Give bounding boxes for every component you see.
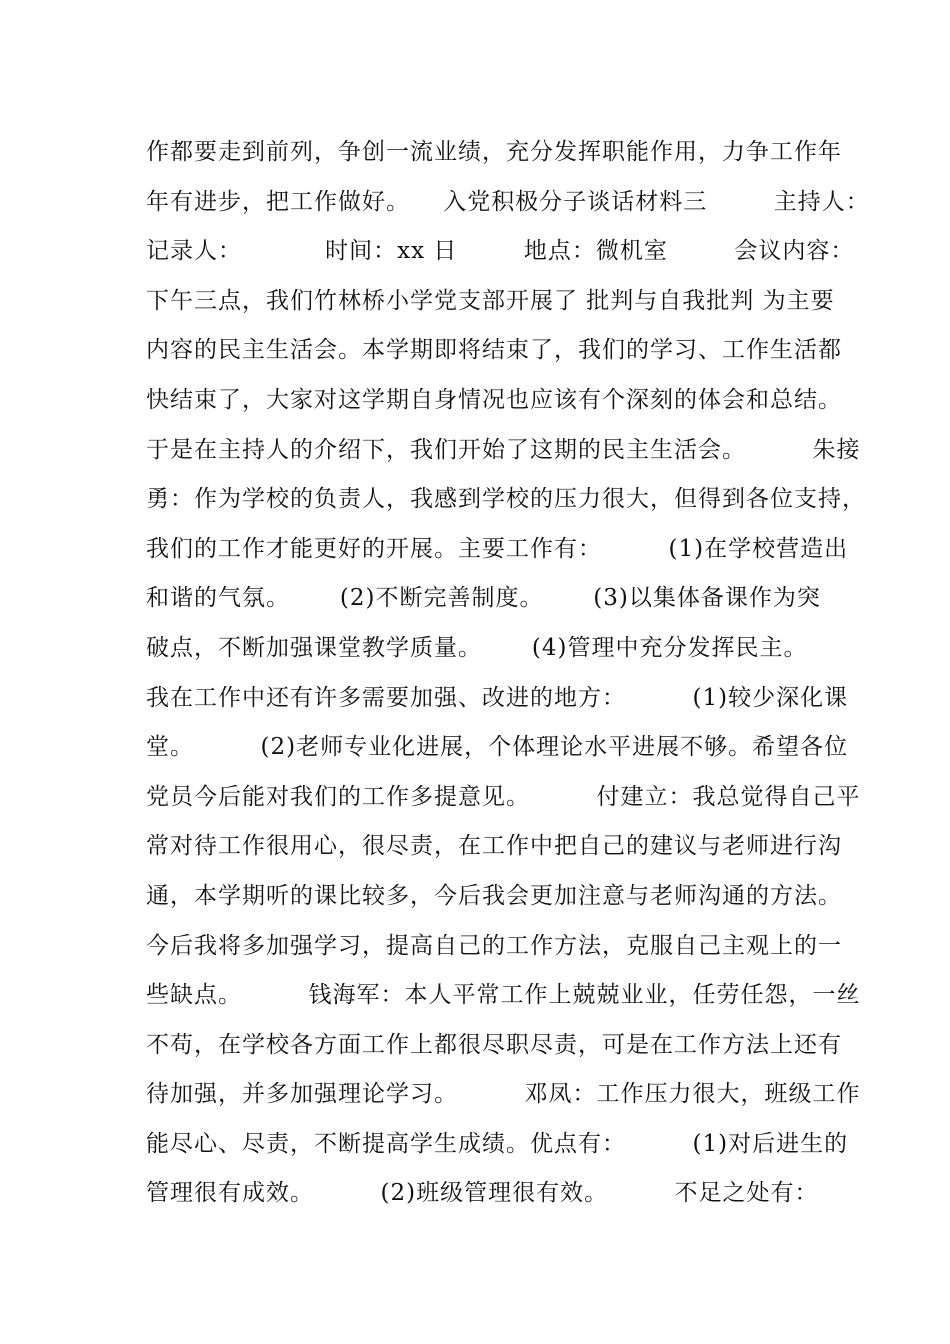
text-line: 堂。 (2)老师专业化进展，个体理论水平进展不够。希望各位 [146, 734, 849, 761]
text-line: 党员今后能对我们的工作多提意见。 付建立：我总觉得自己平 [146, 783, 861, 810]
text-line: 待加强，并多加强理论学习。 邓凤：工作压力很大，班级工作 [146, 1081, 861, 1108]
text-line: 能尽心、尽责，不断提高学生成绩。优点有： (1)对后进生的 [146, 1130, 849, 1157]
text-line: 记录人： 时间：xx 日 地点：微机室 会议内容： [146, 238, 855, 265]
text-line: 破点，不断加强课堂教学质量。 (4)管理中充分发挥民主。 [146, 634, 808, 661]
text-line: 些缺点。 钱海军：本人平常工作上兢兢业业，任劳任怨，一丝 [146, 982, 861, 1009]
text-line: 内容的民主生活会。本学期即将结束了，我们的学习、工作生活都 [146, 337, 842, 364]
text-line: 作都要走到前列，争创一流业绩，充分发挥职能作用，力争工作年 [146, 139, 842, 165]
text-line: 常对待工作很用心，很尽责，在工作中把自己的建议与老师进行沟 [146, 833, 842, 860]
text-line: 和谐的气氛。 (2)不断完善制度。 (3)以集体备课作为突 [146, 585, 821, 612]
text-line: 我们的工作才能更好的开展。主要工作有： (1)在学校营造出 [146, 535, 849, 562]
text-line: 不苟，在学校各方面工作上都很尽职尽责，可是在工作方法上还有 [146, 1031, 842, 1058]
text-line: 快结束了，大家对这学期自身情况也应该有个深刻的体会和总结。 [146, 386, 842, 413]
text-line: 年有进步，把工作做好。 入党积极分子谈话材料三 主持人： [146, 188, 870, 215]
text-line: 下午三点，我们竹林桥小学党支部开展了 批判与自我批判 为主要 [146, 287, 835, 314]
text-line: 我在工作中还有许多需要加强、改进的地方： (1)较少深化课 [146, 684, 849, 711]
text-line: 今后我将多加强学习，提高自己的工作方法，克服自己主观上的一 [146, 932, 842, 959]
text-line: 通，本学期听的课比较多，今后我会更加注意与老师沟通的方法。 [146, 882, 842, 909]
document-body [146, 128, 870, 1219]
text-line: 勇：作为学校的负责人，我感到学校的压力很大，但得到各位支持， [146, 486, 866, 513]
text-line: 管理很有成效。 (2)班级管理很有效。 不足之处有： [146, 1180, 819, 1207]
text-line: 于是在主持人的介绍下，我们开始了这期的民主生活会。 朱接 [146, 436, 861, 463]
